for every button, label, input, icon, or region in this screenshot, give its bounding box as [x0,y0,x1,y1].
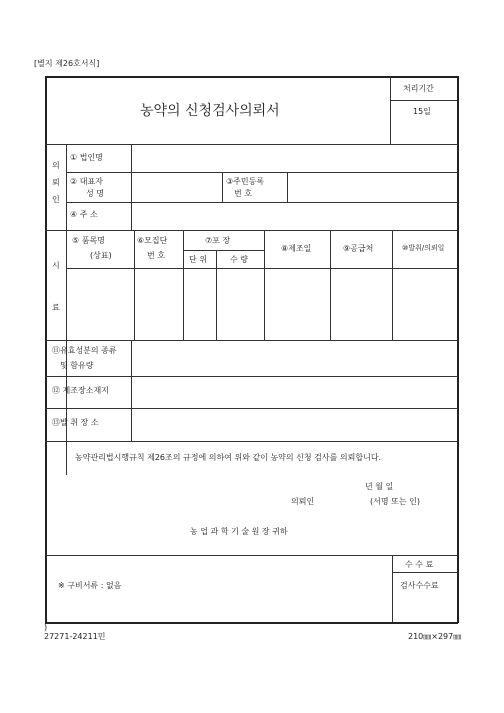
frame-left [45,76,47,623]
divider [45,555,458,556]
column-lot-number-2: 번 호 [147,251,165,260]
processing-value: 15일 [413,107,431,116]
divider [183,250,264,251]
date-labels: 년 월 일 [365,482,394,491]
field-effective-component: ⑪유효성분의 종류 [52,346,117,355]
column-manufacturer: ⑧제조일 [281,244,312,253]
fee-label: 수 수 료 [405,560,434,569]
field-corp-name: ① 법인명 [70,153,103,162]
section-label-char: 료 [52,303,60,312]
divider [131,144,132,230]
section-label-char: 시 [52,261,60,270]
attachments-note: ※ 구비서류 : 없음 [58,581,122,590]
field-rep-name-2: 성 명 [86,189,104,198]
form-title: 농약의 신청검사의뢰서 [140,103,280,119]
divider [45,376,458,377]
divider [392,572,458,573]
form-number-label: [별지 제26호서식] [34,59,100,68]
divider [131,340,132,442]
divider [134,230,135,340]
divider [390,76,391,144]
divider [45,340,458,341]
divider [392,555,393,622]
divider [45,408,458,409]
signature-label: (서명 또는 인) [370,497,420,506]
divider [330,230,331,340]
divider [66,268,458,269]
frame-right [457,76,459,623]
column-unit: 단 위 [189,255,207,264]
footer-form-code: 27271-24211민 [44,632,106,641]
divider [45,441,458,442]
recipient-line: 농 업 과 학 기 술 원 장 귀하 [190,527,288,536]
divider [183,230,184,340]
divider [264,230,265,340]
field-sampling-place: ⑬발 취 장 소 [52,418,99,427]
divider [222,172,223,202]
column-quantity: 수 량 [230,255,248,264]
divider [287,172,288,202]
section-label-char: 인 [52,195,60,204]
frame-top [45,76,458,78]
column-item-name-sub: (상표) [90,251,112,260]
field-factory-location: ⑫ 제조장소재지 [52,386,109,395]
column-destination: ⑩발취/의뢰일 [402,244,445,252]
field-address: ④ 주 소 [70,210,98,219]
divider [392,230,393,340]
divider [216,250,217,340]
footer-mark: ) [44,623,48,632]
field-reg-number: ③주민등록 [226,177,265,186]
field-rep-name: ② 대표자 [70,177,103,186]
divider [390,100,457,101]
divider [66,202,458,203]
request-statement: 농약관리법시행규칙 제26조의 규정에 의하여 위와 같이 농약의 신청 검사를 의뢰합니다. [75,453,382,462]
requester-label: 의뢰인 [291,497,315,506]
processing-label: 처리기간 [403,84,434,93]
divider [66,172,458,173]
column-supplier: ⑨공급처 [343,244,374,253]
fee-value: 검사수수료 [400,581,439,590]
column-item-name: ⑤ 품목명 [72,236,105,245]
field-reg-number-2: 번 호 [234,189,252,198]
footer-paper-size: 210㎜×297㎜ [408,632,462,641]
frame-bottom [45,622,458,624]
divider [45,144,458,145]
section-label-char: 뢰 [52,178,60,187]
column-lot-number: ⑥모집단 [137,236,168,245]
divider [45,230,458,231]
field-effective-component-2: 및 함유량 [60,361,94,370]
column-package: ⑦포 장 [205,236,231,245]
section-label-char: 의 [52,161,60,170]
